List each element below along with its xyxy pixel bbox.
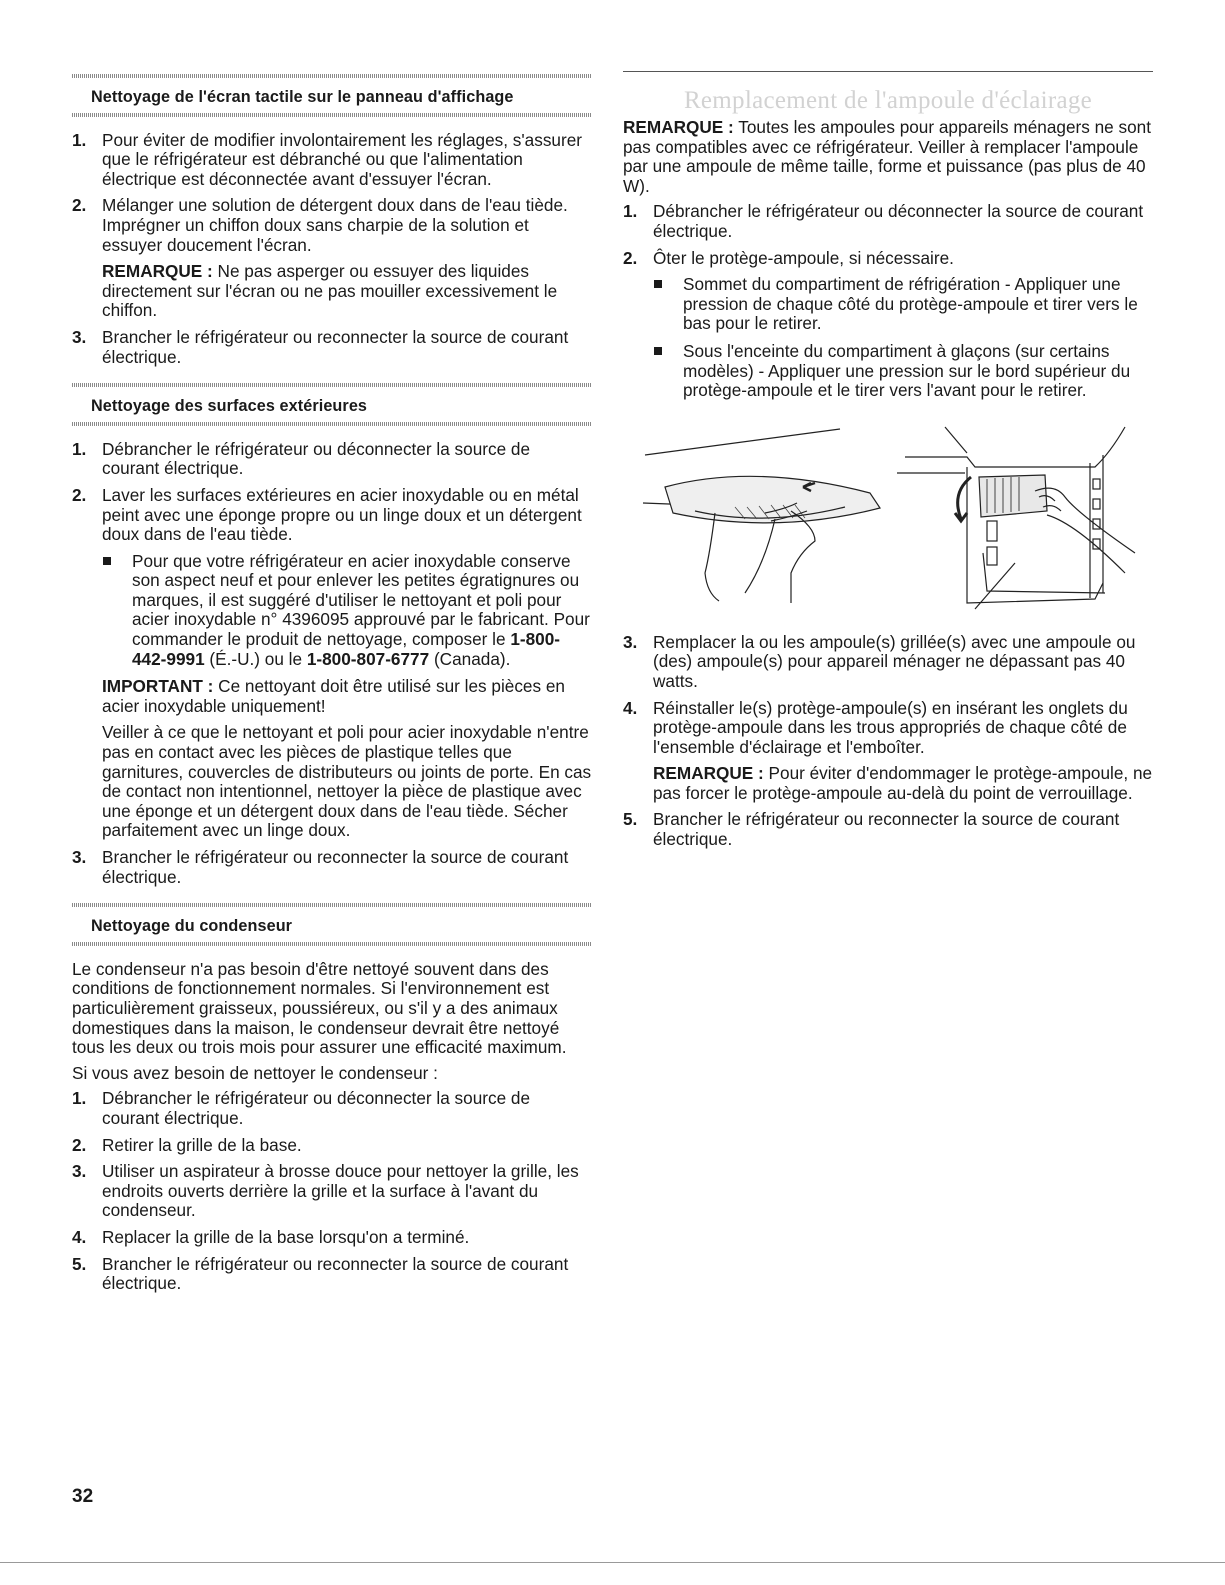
step-text: Replacer la grille de la base lorsqu'on a terminé.	[102, 1226, 470, 1247]
step-number: 4.	[623, 697, 638, 718]
note-text: Toutes les ampoules pour appareils ménagers ne sont pas compatibles avec ce réfrigérateur. Veiller à remplacer l'ampoule par une ampoule de même taille, forme et puissance (pas plus de 40 W).	[623, 117, 1151, 196]
phone-us: 1-800-442-9991	[132, 629, 561, 669]
section-title: Nettoyage de l'écran tactile sur le panneau d'affichage	[91, 88, 514, 106]
list-item	[623, 202, 1153, 241]
dotted-rule	[72, 942, 592, 946]
list-item	[623, 249, 1153, 401]
section-header-touchscreen	[72, 70, 592, 117]
step-text: Retirer la grille de la base.	[102, 1134, 302, 1155]
condenser-steps	[72, 1089, 592, 1293]
dotted-rule	[72, 422, 592, 426]
note	[102, 262, 592, 321]
list-item	[72, 1162, 592, 1221]
note-label: REMARQUE :	[653, 763, 764, 784]
touchscreen-steps	[72, 131, 592, 368]
step-number: 2.	[72, 1134, 87, 1155]
door-hole	[1093, 499, 1100, 509]
step-text: Débrancher le réfrigérateur ou déconnecter la source de courant électrique.	[102, 1088, 531, 1128]
bullet-text: Sous l'enceinte du compartiment à glaçons (sur certains modèles) - Appliquer une pression sur le bord supérieur du protège-ampoule et le tirer vers l'avant pour le retirer.	[683, 340, 1131, 401]
door-hole	[1093, 479, 1100, 489]
page-number: 32	[72, 1486, 94, 1507]
tab	[987, 521, 997, 541]
list-item	[72, 1255, 592, 1294]
note-label: REMARQUE :	[623, 117, 734, 137]
step-number: 4.	[72, 1226, 87, 1247]
lamp-cover-icon	[665, 476, 880, 523]
list-item	[623, 810, 1153, 849]
bullet-text: (É.-U.) ou le	[204, 648, 307, 669]
bottom-rule	[0, 1562, 1225, 1563]
list-item	[72, 1228, 592, 1248]
step-number: 1.	[72, 129, 87, 150]
step-text: Laver les surfaces extérieures en acier inoxydable ou en métal peint avec une éponge propre ou un linge doux et un détergent doux dans de l'eau tiède.	[102, 484, 582, 545]
list-item	[72, 848, 592, 887]
hand-right-outline	[745, 511, 815, 603]
step-number: 1.	[72, 1088, 87, 1109]
step-text: Débrancher le réfrigérateur ou déconnecter la source de courant électrique.	[102, 438, 531, 479]
page-title: Remplacement de l'ampoule d'éclairage	[683, 87, 1093, 114]
note	[653, 764, 1153, 803]
step-text: Remplacer la ou les ampoule(s) grillée(s) avec une ampoule ou (des) ampoule(s) pour appareil ménager ne dépassant pas 40 watts.	[653, 631, 1136, 691]
note-label: REMARQUE :	[102, 261, 213, 282]
list-item	[72, 486, 592, 841]
step-text: Pour éviter de modifier involontairement les réglages, s'assurer que le réfrigérateur est débranché ou que l'alimentation électrique est déconnectée avant d'essuyer l'écran.	[102, 129, 582, 189]
compartment-floor	[983, 553, 1105, 593]
list-item	[72, 1136, 592, 1156]
section-title: Nettoyage des surfaces extérieures	[91, 397, 368, 416]
door-edge	[1090, 455, 1103, 598]
step-text: Brancher le réfrigérateur ou reconnecter la source de courant électrique.	[102, 1253, 569, 1294]
list-item	[72, 131, 592, 190]
list-item	[623, 633, 1153, 692]
step-number: 1.	[623, 201, 638, 222]
lamp-shield-icon	[979, 475, 1047, 517]
step-text: Brancher le réfrigérateur ou reconnecter la source de courant électrique.	[102, 847, 569, 887]
caution-paragraph: Veiller à ce que le nettoyant et poli pour acier inoxydable n'entre pas en contact avec les pièces de plastique telles que garnitures, couvercles de distributeurs ou joints de porte. En cas de contact non intentionnel, nettoyer la pièce de plastique avec une éponge et un détergent doux dans de l'eau tiède. Sécher parfaitement avec un linge doux.	[102, 722, 592, 841]
top-rule	[623, 71, 1153, 72]
bulb-steps-a	[623, 202, 1153, 400]
edge-line	[945, 427, 967, 453]
tab	[987, 547, 997, 565]
step-number: 2.	[623, 247, 638, 268]
list-item	[623, 699, 1153, 804]
bullet-item	[102, 552, 592, 670]
step-text: Mélanger une solution de détergent doux dans de l'eau tiède. Imprégner un chiffon doux sans charpie de la solution et essuyer doucement l'écran.	[102, 195, 568, 255]
step-text: Réinstaller le(s) protège-ampoule(s) en insérant les onglets du protège-ampoule dans les trous appropriés de chaque côté de l'ensemble d'éclairage et l'emboîter.	[653, 697, 1128, 757]
step-number: 5.	[623, 809, 638, 830]
exterior-steps	[72, 440, 592, 887]
square-bullet-icon	[654, 347, 662, 355]
list-item	[72, 1089, 592, 1128]
bullet-item	[653, 275, 1153, 334]
step-number: 5.	[72, 1253, 87, 1274]
step-text: Brancher le réfrigérateur ou reconnecter la source de courant électrique.	[102, 326, 569, 367]
compartment-outline	[905, 427, 1125, 467]
important-text: Ce nettoyant doit être utilisé sur les pièces en acier inoxydable uniquement!	[102, 676, 565, 716]
bulb-note	[623, 118, 1153, 196]
square-bullet-icon	[654, 280, 662, 288]
dotted-rule	[72, 113, 592, 117]
note-text: Ne pas asperger ou essuyer des liquides directement sur l'écran ou ne pas mouiller excessivement le chiffon.	[102, 261, 558, 321]
step-number: 3.	[623, 631, 638, 652]
step-text: Débrancher le réfrigérateur ou déconnecter la source de courant électrique.	[653, 201, 1144, 241]
section-title: Nettoyage du condenseur	[91, 917, 293, 936]
right-column	[623, 70, 1153, 857]
bulb-steps-b	[623, 633, 1153, 850]
bullet-text: (Canada).	[429, 648, 511, 669]
hand-left-outline	[705, 513, 719, 601]
bullet-list	[653, 275, 1153, 401]
bullet-text: Sommet du compartiment de réfrigération - Appliquer une pression de chaque côté du protège-ampoule et tirer vers le bas pour le retirer.	[683, 274, 1138, 334]
left-column	[72, 70, 592, 1301]
condenser-lead: Si vous avez besoin de nettoyer le condenseur :	[72, 1062, 438, 1083]
important-label: IMPORTANT :	[102, 676, 214, 697]
bullet-item	[653, 342, 1153, 401]
curved-arrow-icon	[958, 477, 971, 519]
step-text: Utiliser un aspirateur à brosse douce pour nettoyer la grille, les endroits ouverts derrière la grille et la surface à l'avant du condenseur.	[102, 1161, 579, 1221]
step-number: 3.	[72, 1161, 87, 1182]
step-number: 1.	[72, 438, 87, 459]
light-shield-removal-drawing	[615, 423, 1155, 613]
list-item	[72, 196, 592, 321]
bulb-illustration	[615, 423, 1155, 613]
step-number: 2.	[72, 484, 87, 505]
square-bullet-icon	[103, 557, 111, 565]
hand-outline	[1035, 488, 1135, 573]
section-header-exterior	[72, 379, 592, 426]
section-header-condenser	[72, 899, 592, 946]
step-text: Ôter le protège-ampoule, si nécessaire.	[653, 247, 954, 268]
list-item	[72, 328, 592, 367]
step-number: 2.	[72, 195, 87, 216]
bullet-text: Pour que votre réfrigérateur en acier inoxydable conserve son aspect neuf et pour enlever les petites égratignures ou marques, il est suggéré d'utiliser le nettoyant et poli pour acier inoxydable n° 4396095 approuvé par le fabricant. Pour commander le produit de nettoyage, composer le	[132, 550, 590, 650]
phone-canada: 1-800-807-6777	[306, 648, 430, 669]
step-number: 3.	[72, 326, 87, 347]
note-text: Pour éviter d'endommager le protège-ampoule, ne pas forcer le protège-ampoule au-delà du point de verrouillage.	[653, 763, 1153, 803]
condenser-intro: Le condenseur n'a pas besoin d'être nettoyé souvent dans des conditions de fonctionnement normales. Si l'environnement est particulièrement graisseux, poussiéreux, ou s'il y a des animaux domestiques dans la maison, le condenseur devrait être nettoyé tous les deux ou trois mois pour assurer une efficacité maximum.	[72, 958, 567, 1058]
step-number: 3.	[72, 847, 87, 867]
important-note	[102, 677, 592, 716]
list-item	[72, 440, 592, 479]
step-text: Brancher le réfrigérateur ou reconnecter la source de courant électrique.	[653, 809, 1120, 850]
bullet-list	[102, 552, 592, 670]
ceiling-line	[645, 429, 840, 455]
